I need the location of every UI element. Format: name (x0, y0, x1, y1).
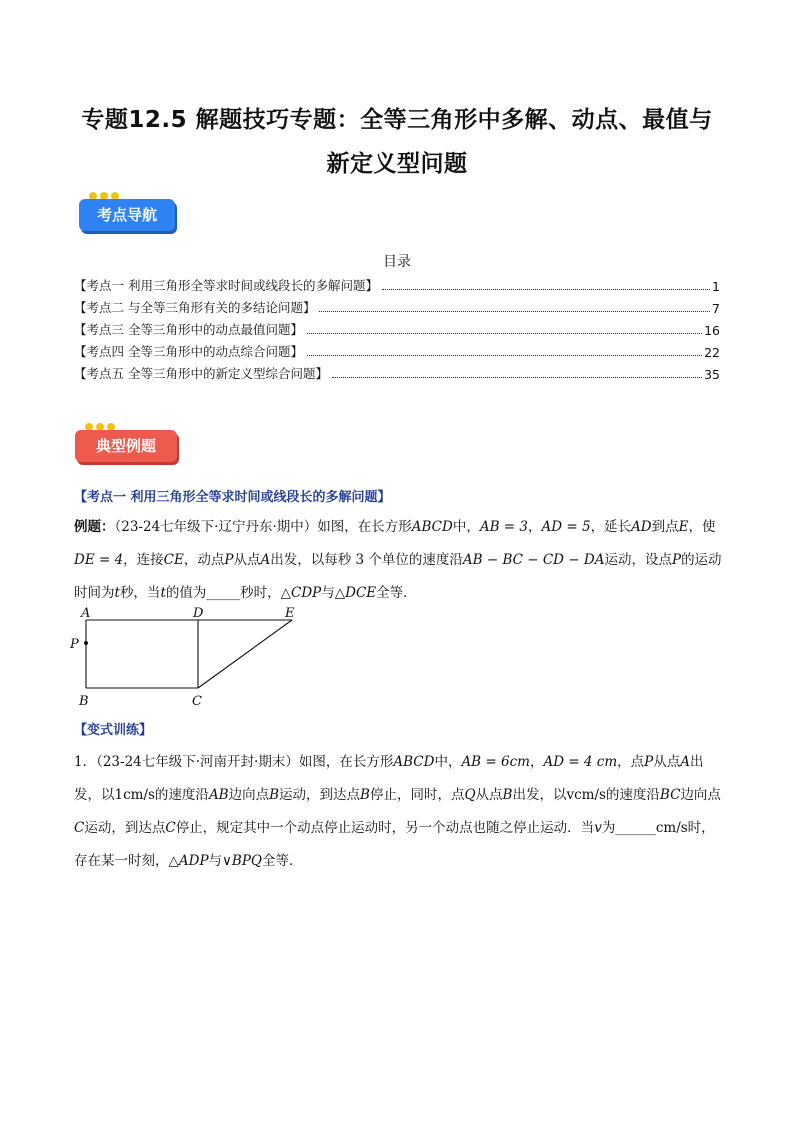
label-d: D (193, 606, 204, 621)
toc-leader (319, 311, 710, 312)
toc-item[interactable] (74, 342, 720, 360)
document-title-line-1: 专题12.5 解题技巧专题：全等三角形中多解、动点、最值与 (81, 107, 713, 133)
problem-source: （23-24七年级下·河南开封·期末） (96, 754, 299, 770)
document-title-line-2: 新定义型问题 (326, 151, 468, 177)
section-heading: 【考点一 利用三角形全等求时间或线段长的多解问题】 (74, 490, 391, 505)
toc-item-page: 16 (704, 323, 720, 338)
example-problem: 例题：（23-24七年级下·辽宁丹东·期中）如图，在长方形ABCD中，AB = 3，AD = 5，延长AD到点E，使DE = 4，连接CE，动点P从点A出发，以每秒 3 个单位的速度沿AB − BC − CD − DA运动，设点P的运动时间为t秒，当t的值为_____秒时，△CDP与△DCE全等． (74, 519, 722, 601)
toc-item[interactable] (74, 276, 720, 294)
problem-source: （23-24七年级下·辽宁丹东·期中） (114, 519, 318, 535)
toc-item-label: 【考点五 全等三角形中的新定义型综合问题】 (74, 366, 328, 381)
label-b: B (79, 694, 89, 709)
answer-blank[interactable]: ______ (615, 820, 656, 836)
toc-leader (307, 355, 702, 356)
segment-ce (198, 620, 292, 688)
toc-leader (307, 333, 702, 334)
toc-item-page: 22 (704, 345, 720, 360)
toc-item-page: 1 (712, 279, 720, 294)
rectangle-geometry-figure (66, 603, 306, 709)
exercise-problem-1: 1．（23-24七年级下·河南开封·期末）如图，在长方形ABCD中，AB = 6cm，AD = 4 cm，点P从点A出发，以1cm/s的速度沿AB边向点B运动，到达点B停止，同时，点Q从点B出发，以vcm/s的速度沿BC边向点C运动，到达点C停止，规定其中一个动点停止运动时，另一个动点也随之停止运动．当v为______cm/s时，存在某一时刻，△ADP与∨BPQ全等． (74, 754, 721, 869)
toc-item[interactable] (74, 298, 720, 316)
toc-item[interactable] (74, 364, 720, 382)
toc-item-label: 【考点三 全等三角形中的动点最值问题】 (74, 322, 303, 337)
label-a: A (81, 606, 91, 621)
toc-item-label: 【考点四 全等三角形中的动点综合问题】 (74, 344, 303, 359)
toc-item-label: 【考点一 利用三角形全等求时间或线段长的多解问题】 (74, 278, 378, 293)
point-p-marker (84, 641, 88, 645)
toc-leader (382, 289, 710, 290)
toc-item-label: 【考点二 与全等三角形有关的多结论问题】 (74, 300, 316, 315)
problem-number: 1． (74, 754, 97, 770)
toc-leader (332, 377, 702, 378)
toc-heading: 目录 (383, 254, 411, 270)
example-label: 例题： (74, 519, 115, 535)
label-c: C (192, 694, 202, 709)
variant-training-heading: 【变式训练】 (74, 723, 153, 738)
label-e: E (285, 606, 295, 621)
toc-item[interactable] (74, 320, 720, 338)
toc-item-page: 7 (712, 301, 720, 316)
label-p: P (70, 637, 79, 652)
nav-badge: 考点导航 (79, 199, 175, 231)
toc-item-page: 35 (704, 367, 720, 382)
answer-blank[interactable]: _____ (206, 585, 241, 601)
example-badge: 典型例题 (75, 430, 177, 462)
